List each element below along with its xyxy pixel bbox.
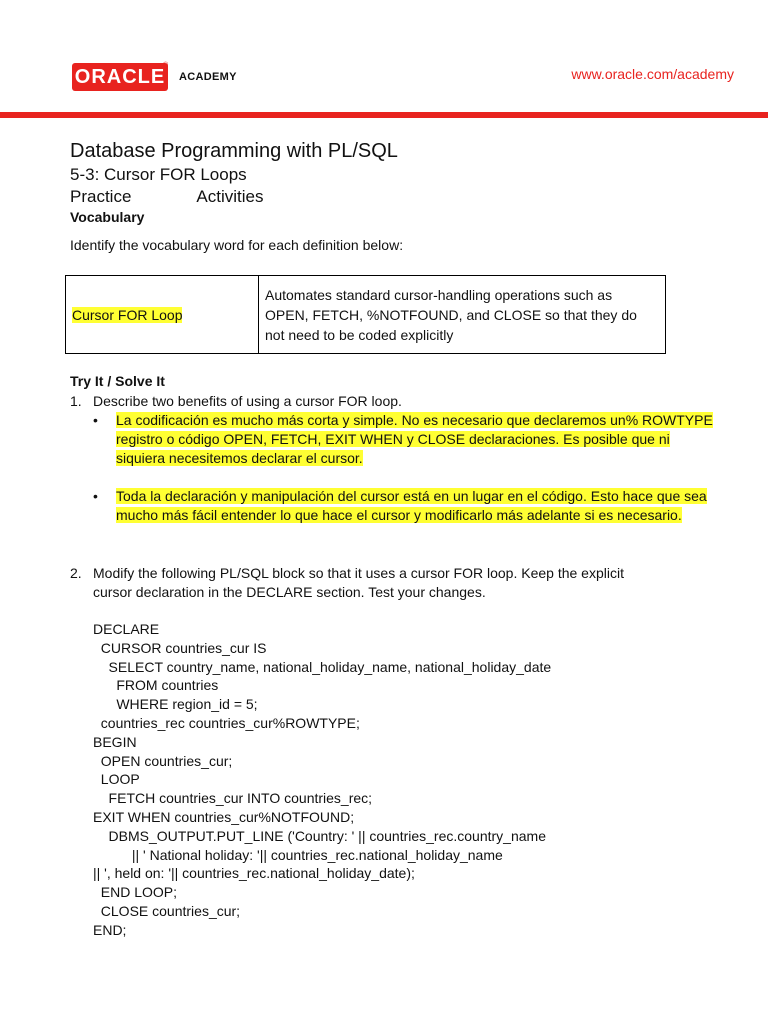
vocab-term-cell bbox=[66, 276, 259, 354]
registered-mark: ® bbox=[163, 62, 169, 69]
vocabulary-heading: Vocabulary bbox=[70, 209, 145, 225]
practice-activities-heading bbox=[70, 187, 264, 207]
bullet-icon: • bbox=[93, 412, 98, 428]
table-row bbox=[66, 276, 666, 354]
activities-label: Activities bbox=[196, 187, 264, 206]
vocabulary-instruction: Identify the vocabulary word for each definition below: bbox=[70, 237, 404, 253]
document-title: Database Programming with PL/SQL bbox=[70, 140, 398, 162]
lesson-subtitle: 5-3: Cursor FOR Loops bbox=[70, 165, 247, 184]
oracle-logo-text: ORACLE bbox=[74, 65, 166, 88]
answer-1-text: La codificación es mucho más corta y simple. No es necesario que declaremos un% ROWTYPE registro o código OPEN, FETCH, EXIT WHEN y CLOSE declaraciones. Es posible que ni siquiera necesitemos declarar el cursor. bbox=[116, 412, 713, 466]
vocab-term: Cursor FOR Loop bbox=[72, 306, 183, 323]
vocab-definition: Automates standard cursor-handling operations such as OPEN, FETCH, %NOTFOUND, and CLOSE so that they do not need to be coded explicitly bbox=[259, 276, 666, 354]
question-1-number: 1. bbox=[70, 393, 82, 409]
bullet-icon: • bbox=[93, 488, 98, 504]
question-2-line-2: cursor declaration in the DECLARE section. Test your changes. bbox=[93, 584, 486, 600]
oracle-logo bbox=[72, 63, 168, 91]
vocabulary-table bbox=[65, 275, 666, 354]
question-2-number: 2. bbox=[70, 565, 82, 581]
plsql-code-block: DECLARE CURSOR countries_cur IS SELECT country_name, national_holiday_name, national_holiday_date FROM countries WHERE region_id = 5; countries_rec countries_cur%ROWTYPE; BEGIN OPEN countries_cur; LOOP FETCH countries_cur INTO countries_rec; EXIT WHEN countries_cur%NOTFOUND; DBMS_OUTPUT.PUT_LINE ('Country: ' || countries_rec.country_name || ' National holiday: '|| countries_rec.national_holiday_name || ', held on: '|| countries_rec.national_holiday_date); END LOOP; CLOSE countries_cur; END; bbox=[93, 621, 552, 938]
answer-2-text: Toda la declaración y manipulación del cursor está en un lugar en el código. Esto hace que sea mucho más fácil entender lo que hace el cursor y modificarlo más adelante si es necesario. bbox=[116, 488, 707, 523]
practice-label: Practice bbox=[70, 187, 132, 206]
question-1-text: Describe two benefits of using a cursor FOR loop. bbox=[93, 393, 402, 409]
try-it-heading: Try It / Solve It bbox=[70, 373, 165, 389]
academy-label: ACADEMY bbox=[179, 71, 237, 83]
academy-url-link[interactable]: www.oracle.com/academy bbox=[571, 66, 734, 82]
question-2-line-1: Modify the following PL/SQL block so that it uses a cursor FOR loop. Keep the explicit bbox=[93, 565, 624, 581]
header-divider bbox=[0, 112, 768, 118]
page-header bbox=[0, 0, 768, 120]
